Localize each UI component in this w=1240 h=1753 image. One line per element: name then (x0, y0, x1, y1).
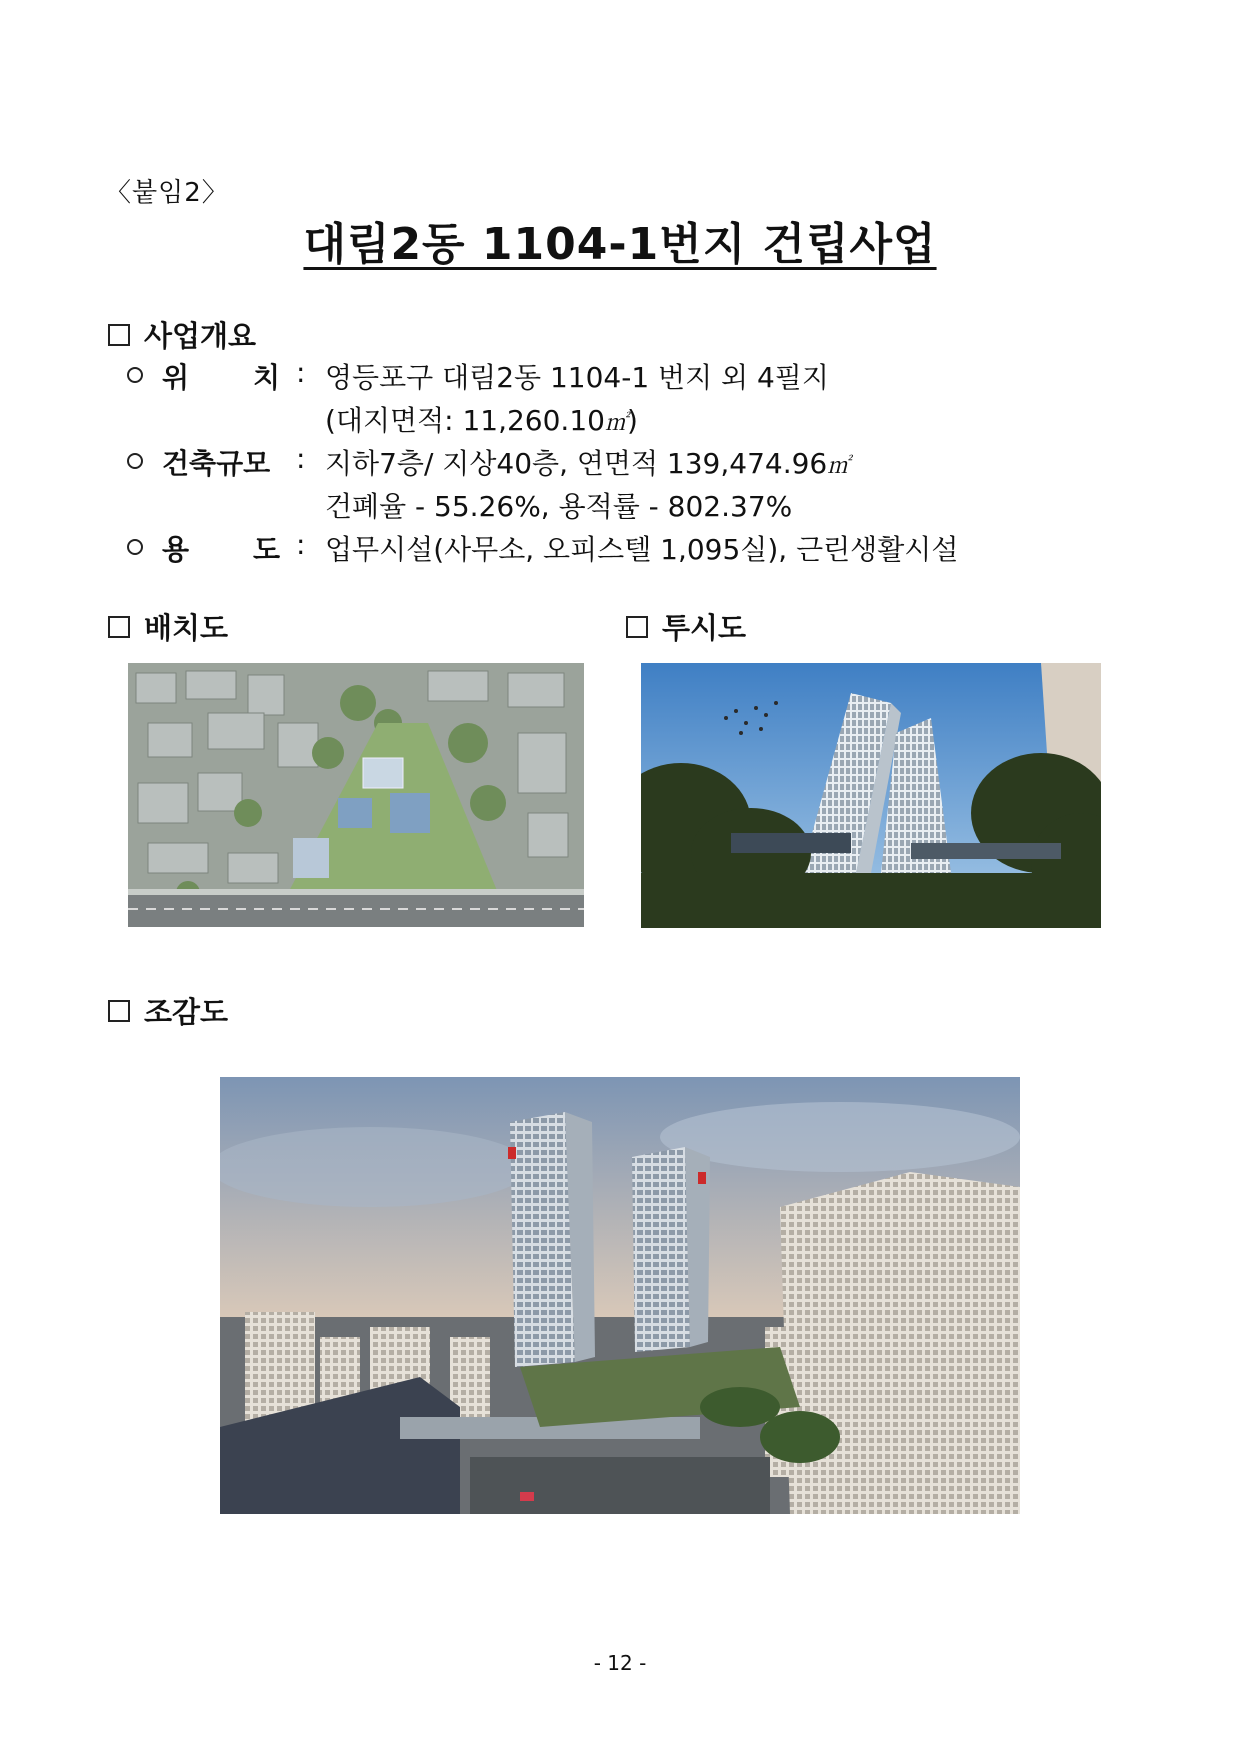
overview-heading (108, 314, 256, 355)
location-value: 영등포구 대림2동 1104-1 번지 외 4필지 (325, 361, 829, 394)
site-area-unit: ㎡ (604, 411, 627, 436)
aerial-heading-text: 조감도 (144, 995, 229, 1029)
circle-bullet-icon (127, 367, 143, 383)
ratio-value: 건폐율 - 55.26%, 용적률 - 802.37% (325, 490, 793, 523)
use-row (127, 529, 143, 562)
page-title-text: 대림2동 1104-1번지 건립사업 (303, 219, 937, 270)
aerial-heading (108, 990, 228, 1031)
scale-unit: ㎡ (827, 454, 850, 479)
location-label-a: 위 (162, 361, 190, 394)
checkbox-square-icon (108, 616, 130, 638)
site-plan-illustration (128, 663, 584, 927)
location-row (127, 357, 143, 390)
aerial-view-image (220, 1077, 1020, 1514)
scale-label: 건축규모 (162, 447, 271, 480)
use-label-b: 도 (253, 533, 281, 566)
checkbox-square-icon (626, 616, 648, 638)
aerial-view-illustration (220, 1077, 1020, 1514)
page-number: - 12 - (593, 1651, 647, 1675)
overview-heading-text: 사업개요 (144, 319, 257, 353)
site-plan-heading-text: 배치도 (144, 611, 229, 645)
perspective-illustration (641, 663, 1101, 928)
scale-line (325, 442, 849, 482)
site-plan-heading (108, 606, 228, 647)
circle-bullet-icon (127, 539, 143, 555)
page-title (0, 208, 1240, 272)
use-value: 업무시설(사무소, 오피스텔 1,095실), 근린생활시설 (325, 533, 959, 566)
scale-row (127, 443, 143, 476)
checkbox-square-icon (108, 1000, 130, 1022)
site-area-line (325, 399, 638, 439)
circle-bullet-icon (127, 453, 143, 469)
location-colon: : (296, 356, 306, 389)
perspective-heading (626, 606, 746, 647)
use-label-a: 용 (162, 533, 190, 566)
attachment-label: 〈붙임2〉 (105, 178, 229, 208)
checkbox-square-icon (108, 324, 130, 346)
location-label-b: 치 (253, 361, 281, 394)
scale-colon: : (296, 442, 306, 475)
use-colon: : (296, 528, 306, 561)
site-area-close: ) (626, 404, 638, 437)
site-area-value: (대지면적: 11,260.10 (325, 404, 605, 437)
scale-value: 지하7층/ 지상40층, 연면적 139,474.96 (325, 447, 828, 480)
site-plan-image (128, 663, 584, 927)
perspective-image (641, 663, 1101, 928)
perspective-heading-text: 투시도 (662, 611, 747, 645)
